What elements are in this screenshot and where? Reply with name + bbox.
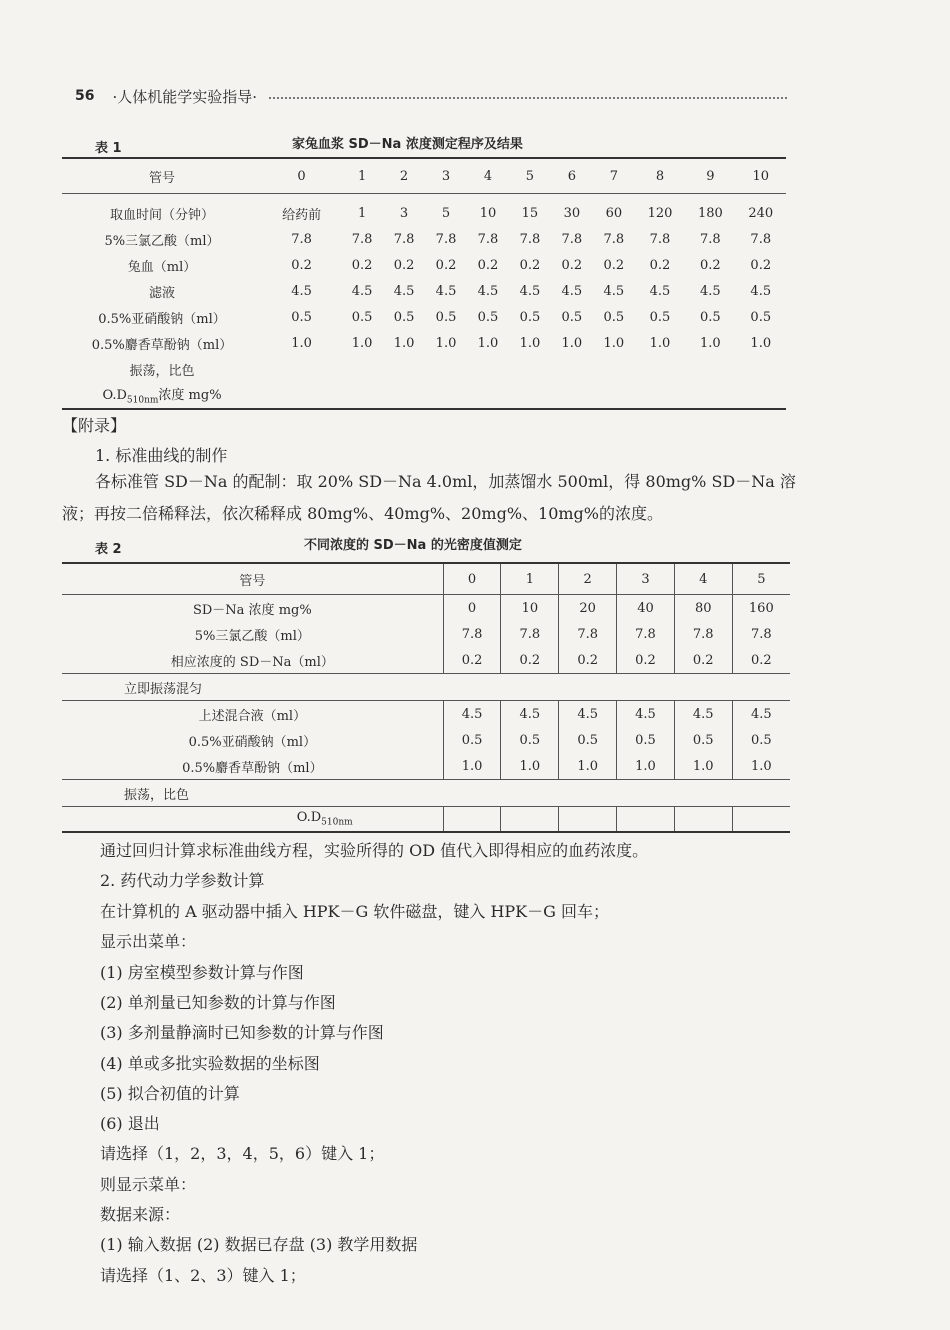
table1-row bbox=[62, 330, 786, 356]
table1-od-cell bbox=[509, 382, 551, 409]
table2-cell: 0.2 bbox=[617, 647, 675, 674]
table2-cell: 1.0 bbox=[617, 753, 675, 780]
table1-cell: 30 bbox=[563, 205, 581, 221]
table2-cell: 1.0 bbox=[732, 753, 790, 780]
table1-cell: 0.5%亚硝酸钠（ml） bbox=[98, 311, 226, 327]
section2-line: (1) 输入数据 (2) 数据已存盘 (3) 教学用数据 bbox=[100, 1235, 418, 1255]
table1-od-cell bbox=[425, 382, 467, 409]
table1-od-cell bbox=[551, 382, 593, 409]
table1-cell: 0.2 bbox=[351, 257, 373, 273]
table1-od-cell bbox=[383, 382, 425, 409]
table1-row bbox=[62, 252, 786, 278]
table1-cell: 1 bbox=[357, 205, 367, 221]
table1-row bbox=[62, 278, 786, 304]
table1-cell bbox=[736, 356, 786, 382]
table1-cell: 振荡，比色 bbox=[129, 363, 195, 379]
table2-cell: 20 bbox=[559, 595, 617, 622]
table1-cell: 1.0 bbox=[435, 335, 457, 351]
od-subscript: 510nm bbox=[321, 817, 353, 828]
table2-title: 不同浓度的 SD－Na 的光密度值测定 bbox=[304, 538, 522, 553]
table1-od-cell bbox=[262, 382, 341, 409]
table1-cell: 4.5 bbox=[435, 283, 457, 299]
book-title: ·人体机能学实验指导· bbox=[112, 87, 258, 106]
table1-row bbox=[62, 226, 786, 252]
table2-cell: 上述混合液（ml） bbox=[198, 708, 307, 724]
table1-cell bbox=[425, 356, 467, 382]
table2-cell: 0.5%麝香草酚钠（ml） bbox=[182, 760, 323, 776]
table1-od-cell bbox=[635, 382, 685, 409]
table2-cell: 相应浓度的 SD－Na（ml） bbox=[170, 654, 334, 670]
table1-cell: 0.2 bbox=[750, 257, 772, 273]
page-number: 56 bbox=[75, 88, 95, 104]
table2-header-row bbox=[62, 563, 790, 595]
table2-header-cell: 1 bbox=[501, 563, 559, 595]
table1-cell: 120 bbox=[647, 205, 673, 221]
table1-cell: 7.8 bbox=[519, 231, 541, 247]
section2-line: 请选择（1，2，3，4，5，6）键入 1； bbox=[100, 1144, 385, 1164]
table1-od-cell bbox=[467, 382, 509, 409]
table1-header-cell: 5 bbox=[509, 158, 551, 194]
table1-cell bbox=[551, 356, 593, 382]
table2-cell: 0.2 bbox=[674, 647, 732, 674]
table1-cell: 4.5 bbox=[519, 283, 541, 299]
table2-cell: 0.5 bbox=[501, 727, 559, 753]
table2-header-cell: 4 bbox=[674, 563, 732, 595]
header-dot-leader bbox=[269, 97, 787, 99]
table2-cell: 10 bbox=[501, 595, 559, 622]
section2-line: (6) 退出 bbox=[100, 1114, 160, 1134]
section2-line: 则显示菜单： bbox=[100, 1174, 197, 1194]
section2-line: (5) 拟合初值的计算 bbox=[100, 1083, 240, 1103]
table1-cell: 0.5 bbox=[750, 309, 772, 325]
table2-cell: 4.5 bbox=[732, 701, 790, 728]
table1-cell: 0.5 bbox=[435, 309, 457, 325]
section2-line: 数据来源： bbox=[100, 1205, 181, 1224]
table1-cell: 4.5 bbox=[750, 283, 772, 299]
table1-header-cell: 10 bbox=[736, 158, 786, 194]
table1-cell: 7.8 bbox=[750, 231, 772, 247]
table1-cell bbox=[341, 356, 383, 382]
table1-cell: 0.2 bbox=[649, 257, 671, 273]
table1-cell: 7.8 bbox=[561, 231, 583, 247]
table2-label: 表 2 bbox=[95, 542, 122, 557]
table1-header-cell: 1 bbox=[341, 158, 383, 194]
table1-header-cell: 0 bbox=[262, 158, 341, 194]
table1-cell: 滤液 bbox=[148, 285, 175, 301]
table1-cell: 1.0 bbox=[351, 335, 373, 351]
table2-row bbox=[62, 727, 790, 753]
table1-cell: 5%三氯乙酸（ml） bbox=[104, 233, 220, 249]
section1-paragraph-line1: 各标准管 SD－Na 的配制：取 20% SD－Na 4.0ml，加蒸馏水 500ml，得 80mg% SD－Na 溶 bbox=[95, 472, 796, 491]
section2-line: (1) 房室模型参数计算与作图 bbox=[100, 962, 304, 982]
table1-cell bbox=[593, 356, 635, 382]
regression-note: 通过回归计算求标准曲线方程，实验所得的 OD 值代入即得相应的血药浓度。 bbox=[100, 841, 649, 860]
table1-cell: 0.2 bbox=[477, 257, 499, 273]
table1-cell: 7.8 bbox=[477, 231, 499, 247]
table1-cell bbox=[383, 356, 425, 382]
table1-header-cell: 6 bbox=[551, 158, 593, 194]
table2-header-cell: 管号 bbox=[62, 563, 443, 595]
table1 bbox=[62, 157, 786, 410]
table1-row bbox=[62, 194, 786, 227]
table1-cell: 1.0 bbox=[519, 335, 541, 351]
table1-header-cell: 9 bbox=[685, 158, 735, 194]
table1-cell: 0.2 bbox=[519, 257, 541, 273]
table1-cell: 0.5 bbox=[477, 309, 499, 325]
table2-cell: 4.5 bbox=[501, 701, 559, 728]
table1-cell: 兔血（ml） bbox=[127, 259, 197, 275]
table1-header-cell: 8 bbox=[635, 158, 685, 194]
table1-cell: 180 bbox=[697, 205, 723, 221]
table1-cell: 7.8 bbox=[649, 231, 671, 247]
table2-cell: 1.0 bbox=[501, 753, 559, 780]
table2-row bbox=[62, 621, 790, 647]
od-prefix: O.D bbox=[296, 810, 322, 826]
table2-od-cell bbox=[674, 807, 732, 833]
table1-cell: 7.8 bbox=[603, 231, 625, 247]
table2-od-cell bbox=[443, 807, 501, 833]
running-header bbox=[75, 84, 787, 108]
table2-row bbox=[62, 753, 790, 780]
table1-label: 表 1 bbox=[95, 141, 122, 156]
table1-cell: 15 bbox=[521, 205, 539, 221]
table2-cell: 7.8 bbox=[617, 621, 675, 647]
appendix-heading: 【附录】 bbox=[62, 416, 127, 435]
table2-cell: 5%三氯乙酸（ml） bbox=[194, 628, 310, 644]
section1-title: 1. 标准曲线的制作 bbox=[95, 446, 228, 465]
table1-row bbox=[62, 356, 786, 382]
table1-cell: 1.0 bbox=[603, 335, 625, 351]
table2-cell: 7.8 bbox=[732, 621, 790, 647]
table1-cell: 0.5 bbox=[351, 309, 373, 325]
table2-cell: 0.5 bbox=[559, 727, 617, 753]
table1-od-row bbox=[62, 382, 786, 409]
table2-cell: 0.5 bbox=[617, 727, 675, 753]
table1-od-cell bbox=[685, 382, 735, 409]
table1-cell: 4.5 bbox=[649, 283, 671, 299]
table2-cell: 80 bbox=[674, 595, 732, 622]
table2-mix-note: 立即振荡混匀 bbox=[62, 674, 790, 701]
table2-shake-row bbox=[62, 780, 790, 807]
table1-cell: 0.2 bbox=[603, 257, 625, 273]
table2-cell: 7.8 bbox=[443, 621, 501, 647]
table1-header-cell: 管号 bbox=[62, 158, 262, 194]
table1-cell: 取血时间（分钟） bbox=[109, 207, 214, 223]
table1-cell: 3 bbox=[399, 205, 409, 221]
table1-cell: 60 bbox=[605, 205, 623, 221]
table2-cell: 1.0 bbox=[559, 753, 617, 780]
table2 bbox=[62, 562, 790, 833]
table1-od-cell bbox=[593, 382, 635, 409]
table1-cell: 0.2 bbox=[291, 257, 312, 273]
table1-cell: 0.5 bbox=[649, 309, 671, 325]
table1-cell: 5 bbox=[441, 205, 451, 221]
table1-cell: 0.5 bbox=[561, 309, 583, 325]
section2-line: 请选择（1、2、3）键入 1； bbox=[100, 1265, 306, 1285]
table1-cell: 240 bbox=[748, 205, 774, 221]
section2-line: 在计算机的 A 驱动器中插入 HPK－G 软件磁盘，键入 HPK－G 回车； bbox=[100, 902, 609, 921]
table2-cell: 0.2 bbox=[501, 647, 559, 674]
table1-cell bbox=[685, 356, 735, 382]
table2-row bbox=[62, 647, 790, 674]
table1-cell: 0.2 bbox=[700, 257, 721, 273]
table1-cell: 7.8 bbox=[291, 231, 312, 247]
table2-cell: 0.2 bbox=[443, 647, 501, 674]
section1-paragraph-line2: 液；再按二倍稀释法，依次稀释成 80mg%、40mg%、20mg%、10mg%的浓度。 bbox=[62, 504, 663, 523]
table1-cell: 4.5 bbox=[291, 283, 312, 299]
section2-title: 2. 药代动力学参数计算 bbox=[100, 871, 265, 890]
table1-cell: 1.0 bbox=[561, 335, 583, 351]
table2-cell: 4.5 bbox=[674, 701, 732, 728]
table1-cell: 4.5 bbox=[603, 283, 625, 299]
table2-cell: SD－Na 浓度 mg% bbox=[192, 602, 312, 618]
table1-cell: 0.5%麝香草酚钠（ml） bbox=[91, 337, 233, 353]
table2-header-cell: 2 bbox=[559, 563, 617, 595]
table1-od-cell bbox=[736, 382, 786, 409]
table1-cell: 0.5 bbox=[291, 309, 312, 325]
table2-cell: 0.5 bbox=[443, 727, 501, 753]
table1-cell: 4.5 bbox=[700, 283, 721, 299]
table2-cell: 7.8 bbox=[501, 621, 559, 647]
table2-cell: 7.8 bbox=[674, 621, 732, 647]
table2-cell: 40 bbox=[617, 595, 675, 622]
table1-cell bbox=[635, 356, 685, 382]
table2-cell: 0.2 bbox=[559, 647, 617, 674]
section2-line: (3) 多剂量静滴时已知参数的计算与作图 bbox=[100, 1023, 384, 1043]
table2-cell: 0 bbox=[443, 595, 501, 622]
table1-title: 家兔血浆 SD－Na 浓度测定程序及结果 bbox=[292, 137, 523, 152]
table1-cell: 0.5 bbox=[700, 309, 721, 325]
table2-cell: 1.0 bbox=[443, 753, 501, 780]
table1-cell: 4.5 bbox=[393, 283, 415, 299]
table1-header-cell: 2 bbox=[383, 158, 425, 194]
table1-header-cell: 3 bbox=[425, 158, 467, 194]
table1-cell: 0.2 bbox=[393, 257, 415, 273]
table2-cell: 1.0 bbox=[674, 753, 732, 780]
section2-line: 显示出菜单： bbox=[100, 932, 197, 952]
table1-cell: 4.5 bbox=[561, 283, 583, 299]
table1-header-cell: 7 bbox=[593, 158, 635, 194]
table1-cell: 1.0 bbox=[700, 335, 721, 351]
table2-cell: 160 bbox=[732, 595, 790, 622]
table1-cell: 4.5 bbox=[351, 283, 373, 299]
table1-cell: 1.0 bbox=[750, 335, 772, 351]
table2-cell: 0.2 bbox=[732, 647, 790, 674]
table1-cell: 10 bbox=[479, 205, 497, 221]
table2-od-cell bbox=[732, 807, 790, 833]
table1-cell: 7.8 bbox=[435, 231, 457, 247]
section2-line: (4) 单或多批实验数据的坐标图 bbox=[100, 1053, 320, 1073]
table1-cell: 4.5 bbox=[477, 283, 499, 299]
table1-cell: 1.0 bbox=[477, 335, 499, 351]
table2-cell: 4.5 bbox=[443, 701, 501, 728]
table1-header-row bbox=[62, 158, 786, 194]
table1-cell: 0.5 bbox=[393, 309, 415, 325]
table2-od-label bbox=[62, 807, 443, 833]
table2-od-row bbox=[62, 807, 790, 833]
table2-row bbox=[62, 701, 790, 728]
table2-row bbox=[62, 595, 790, 622]
od-prefix: O.D bbox=[102, 388, 127, 404]
table1-od-cell bbox=[341, 382, 383, 409]
table1-cell: 0.5 bbox=[519, 309, 541, 325]
table2-od-cell bbox=[501, 807, 559, 833]
table1-cell: 给药前 bbox=[282, 207, 322, 223]
table2-od-cell bbox=[617, 807, 675, 833]
od-suffix: 浓度 mg% bbox=[158, 388, 222, 404]
table2-header-cell: 5 bbox=[732, 563, 790, 595]
table1-cell bbox=[262, 356, 341, 382]
table2-shake-note: 振荡，比色 bbox=[62, 780, 790, 807]
table2-header-cell: 3 bbox=[617, 563, 675, 595]
table2-cell: 4.5 bbox=[617, 701, 675, 728]
table2-od-cell bbox=[559, 807, 617, 833]
table1-cell: 7.8 bbox=[351, 231, 373, 247]
table1-cell bbox=[467, 356, 509, 382]
table2-mix-row bbox=[62, 674, 790, 701]
table1-cell: 1.0 bbox=[393, 335, 415, 351]
table1-cell: 0.5 bbox=[603, 309, 625, 325]
table1-header-cell: 4 bbox=[467, 158, 509, 194]
table2-cell: 4.5 bbox=[559, 701, 617, 728]
table1-row bbox=[62, 304, 786, 330]
section2-line: (2) 单剂量已知参数的计算与作图 bbox=[100, 992, 336, 1012]
table1-cell bbox=[509, 356, 551, 382]
table2-cell: 0.5 bbox=[674, 727, 732, 753]
table2-header-cell: 0 bbox=[443, 563, 501, 595]
table2-cell: 0.5 bbox=[732, 727, 790, 753]
od-subscript: 510nm bbox=[126, 395, 159, 406]
table1-cell: 7.8 bbox=[393, 231, 415, 247]
table1-cell: 0.2 bbox=[561, 257, 583, 273]
table1-cell: 7.8 bbox=[700, 231, 721, 247]
table1-cell: 1.0 bbox=[649, 335, 671, 351]
table2-cell: 0.5%亚硝酸钠（ml） bbox=[188, 734, 317, 750]
table1-cell: 1.0 bbox=[291, 335, 312, 351]
table1-od-label bbox=[62, 382, 262, 409]
table1-cell: 0.2 bbox=[435, 257, 457, 273]
table2-cell: 7.8 bbox=[559, 621, 617, 647]
